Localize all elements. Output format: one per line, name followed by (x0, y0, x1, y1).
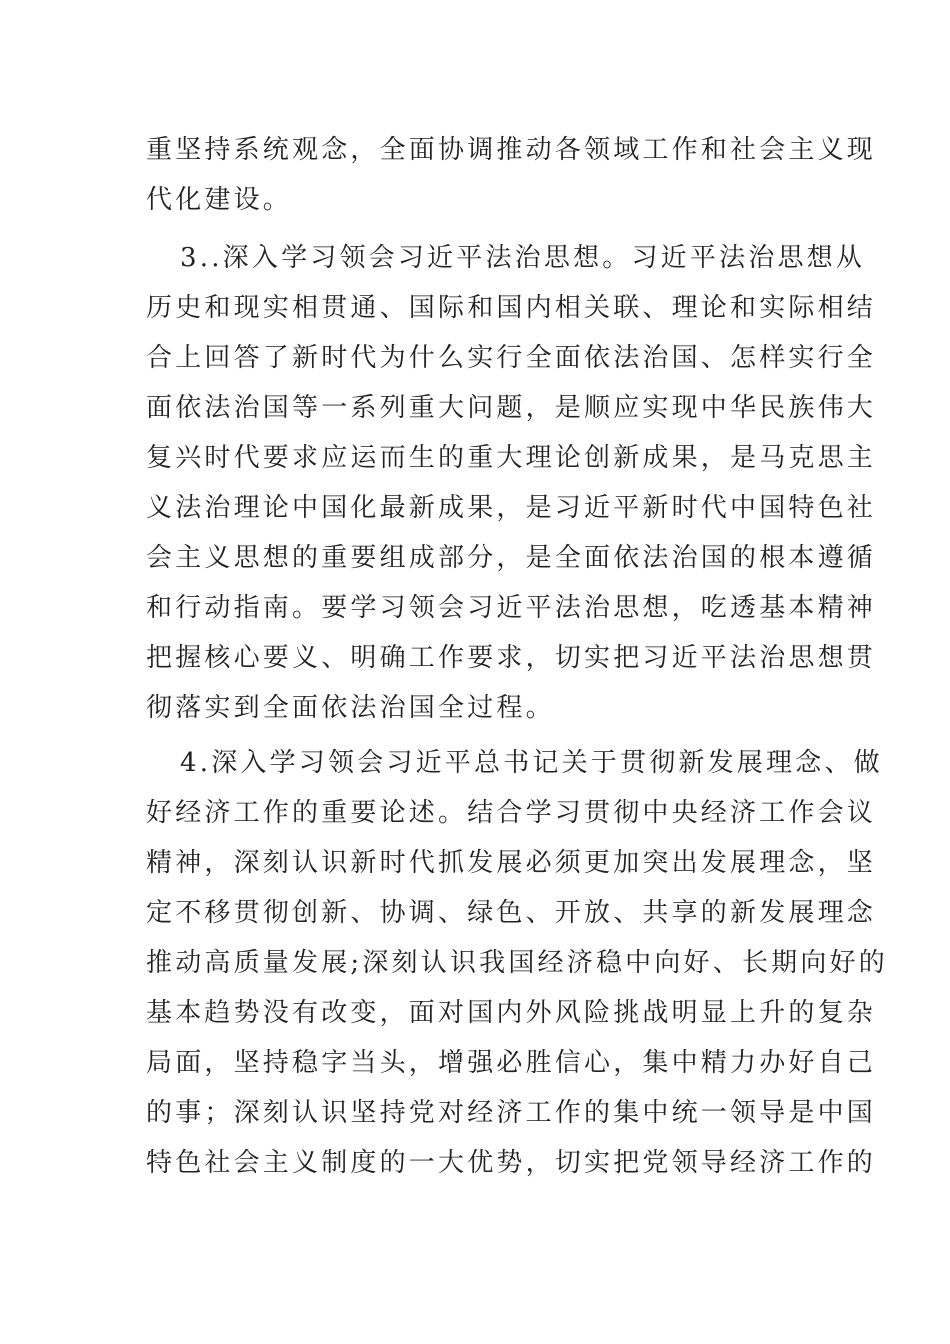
paragraph-2 (146, 233, 877, 733)
text-line: 特色社会主义制度的一大优势，切实把党领导经济工作的 (146, 1148, 877, 1178)
text-line: 好经济工作的重要论述。结合学习贯彻中央经济工作会议 (146, 798, 877, 828)
text-line-first: 4.深入学习领会习近平总书记关于贯彻新发展理念、做 (180, 748, 883, 778)
text-line: 定不移贯彻创新、协调、绿色、开放、共享的新发展理念 (146, 898, 877, 928)
text-line: 和行动指南。要学习领会习近平法治思想，吃透基本精神 (146, 593, 877, 623)
text-line: 历史和现实相贯通、国际和国内相关联、理论和实际相结 (146, 293, 877, 323)
text-line: 复兴时代要求应运而生的重大理论创新成果，是马克思主 (146, 443, 877, 473)
text-line: 代化建设。 (146, 185, 293, 215)
paragraph-3 (146, 738, 888, 1188)
text-line: 推动高质量发展;深刻认识我国经济稳中向好、长期向好的 (146, 948, 888, 978)
text-line: 义法治理论中国化最新成果，是习近平新时代中国特色社 (146, 493, 877, 523)
paragraph-1 (146, 125, 877, 225)
text-line: 会主义思想的重要组成部分，是全面依法治国的根本遵循 (146, 543, 877, 573)
text-line-first: 3..深入学习领会习近平法治思想。习近平法治思想从 (180, 243, 866, 273)
text-line: 精神，深刻认识新时代抓发展必须更加突出发展理念，坚 (146, 848, 877, 878)
text-line: 基本趋势没有改变，面对国内外风险挑战明显上升的复杂 (146, 998, 877, 1028)
text-line: 把握核心要义、明确工作要求，切实把习近平法治思想贯 (146, 643, 877, 673)
text-line: 面依法治国等一系列重大问题，是顺应实现中华民族伟大 (146, 393, 877, 423)
text-line: 的事；深刻认识坚持党对经济工作的集中统一领导是中国 (146, 1098, 877, 1128)
text-line: 彻落实到全面依法治国全过程。 (146, 693, 555, 723)
text-line: 合上回答了新时代为什么实行全面依法治国、怎样实行全 (146, 343, 877, 373)
text-line: 局面，坚持稳字当头，增强必胜信心，集中精力办好自己 (146, 1048, 877, 1078)
text-line: 重坚持系统观念，全面协调推动各领域工作和社会主义现 (146, 135, 877, 165)
